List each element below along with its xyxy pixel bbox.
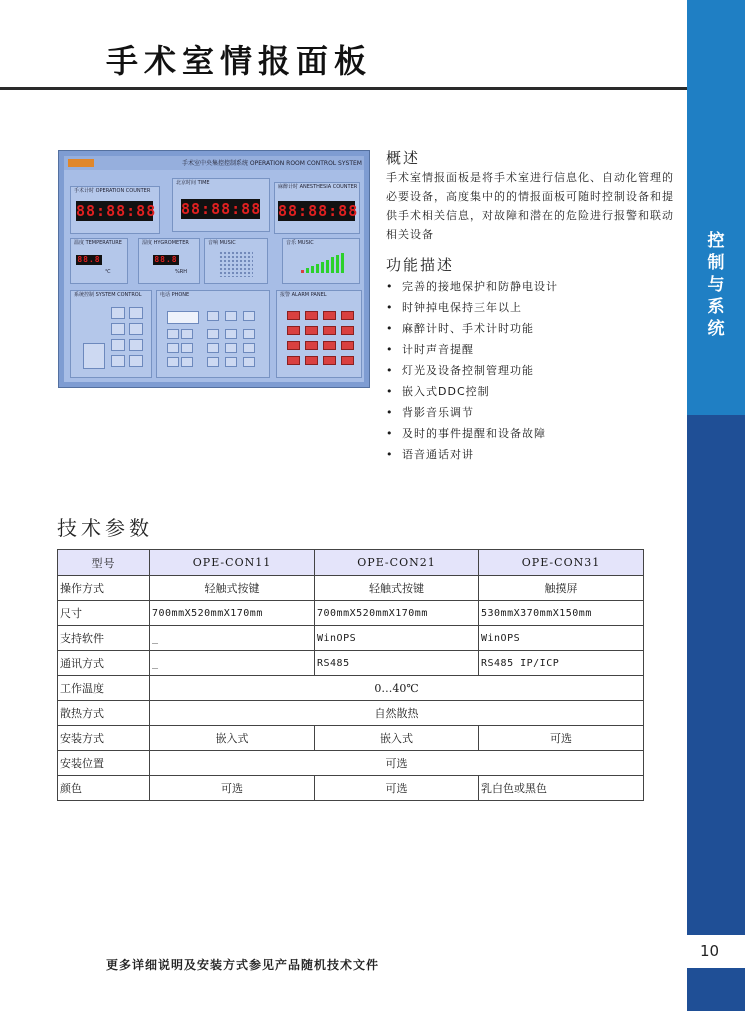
side-footer-strip [687,968,745,1011]
temperature-box: 温度 TEMPERATURE 88.8 ℃ [70,238,128,284]
table-cell: 700mmX520mmX170mm [315,601,479,626]
list-item: • 计时声音提醒 [386,339,558,360]
list-item: • 背影音乐调节 [386,402,558,423]
list-item: • 完善的接地保护和防静电设计 [386,276,558,297]
row-label: 安装位置 [58,751,150,776]
table-cell: _ [150,626,315,651]
table-row [58,626,644,651]
table-cell: 可选 [315,776,479,801]
table-header-row [58,550,644,576]
table-cell: 530mmX370mmX150mm [479,601,644,626]
table-header-cell: OPE-CON21 [315,550,479,576]
table-cell: 可选 [150,776,315,801]
phone-box: 电话 PHONE [156,290,270,378]
table-cell: 自然散热 [150,701,644,726]
table-cell: 轻触式按键 [150,576,315,601]
table-header-cell: OPE-CON11 [150,550,315,576]
table-cell: 可选 [479,726,644,751]
list-item: • 语音通话对讲 [386,444,558,465]
table-cell: 700mmX520mmX170mm [150,601,315,626]
operation-counter-box: 手术计时 OPERATION COUNTER 88:88:88 [70,186,160,234]
row-label: 工作温度 [58,676,150,701]
side-category-label: 控 制 与 系 统 [707,231,725,339]
table-cell: 嵌入式 [315,726,479,751]
operation-counter-display: 88:88:88 [76,202,157,220]
table-row [58,751,644,776]
table-cell: RS485 IP/ICP [479,651,644,676]
row-label: 颜色 [58,776,150,801]
table-cell: RS485 [315,651,479,676]
footer-note: 更多详细说明及安装方式参见产品随机技术文件 [106,958,380,972]
list-item: • 麻醉计时、手术计时功能 [386,318,558,339]
list-item: • 时钟掉电保持三年以上 [386,297,558,318]
page-number: 10 [700,942,720,960]
temperature-display: 88.8 [77,255,101,264]
table-row [58,576,644,601]
music-box: 音乐 MUSIC [282,238,360,284]
table-row [58,601,644,626]
row-label: 操作方式 [58,576,150,601]
product-panel-image [58,150,370,388]
specs-heading: 技术参数 [57,516,153,540]
table-row [58,701,644,726]
table-header-cell: 型号 [58,550,150,576]
list-item: • 灯光及设备控制管理功能 [386,360,558,381]
table-cell: _ [150,651,315,676]
anesthesia-counter-box: 麻醉计时 ANESTHESIA COUNTER 88:88:88 [274,182,360,234]
anesthesia-counter-display: 88:88:88 [278,202,359,220]
specs-table [57,549,644,801]
table-cell: WinOPS [315,626,479,651]
page-title: 手术室情报面板 [106,42,373,80]
brand-logo [68,159,94,167]
alarm-panel-box: 报警 ALARM PANEL [276,290,362,378]
overview-heading: 概述 [386,149,421,167]
table-row [58,651,644,676]
table-cell: WinOPS [479,626,644,651]
system-control-box: 系统控制 SYSTEM CONTROL [70,290,152,378]
table-row [58,726,644,751]
table-cell: 轻触式按键 [315,576,479,601]
side-bar-bottom [687,415,745,935]
table-header-cell: OPE-CON31 [479,550,644,576]
hygrometer-box: 湿度 HYGROMETER 88.8 %RH [138,238,200,284]
speaker-box: 音响 MUSIC [204,238,268,284]
speaker-grille [219,251,253,277]
title-rule [0,87,687,90]
time-box: 北京时间 TIME 88:88:88 [172,178,270,232]
panel-header [64,156,364,170]
list-item: • 及时的事件提醒和设备故障 [386,423,558,444]
time-display: 88:88:88 [181,200,262,218]
side-bar-top [687,0,745,415]
row-label: 散热方式 [58,701,150,726]
table-cell: 0…40℃ [150,676,644,701]
features-heading: 功能描述 [386,256,455,274]
overview-text: 手术室情报面板是将手术室进行信息化、自动化管理的必要设备，高度集中的的情报面板可随时控制设备和提供手术相关信息，对故障和潜在的危险进行报警和联动相关设备 [386,171,674,241]
table-cell: 可选 [150,751,644,776]
hygrometer-display: 88.8 [154,255,178,264]
table-cell: 乳白色或黑色 [479,776,644,801]
row-label: 安装方式 [58,726,150,751]
table-cell: 触摸屏 [479,576,644,601]
features-list [386,276,558,465]
row-label: 尺寸 [58,601,150,626]
panel-header-title: 手术室中央集控控制系统 OPERATION ROOM CONTROL SYSTEM [182,160,362,167]
table-cell: 嵌入式 [150,726,315,751]
list-item: • 嵌入式DDC控制 [386,381,558,402]
table-row [58,776,644,801]
table-row [58,676,644,701]
row-label: 支持软件 [58,626,150,651]
row-label: 通讯方式 [58,651,150,676]
